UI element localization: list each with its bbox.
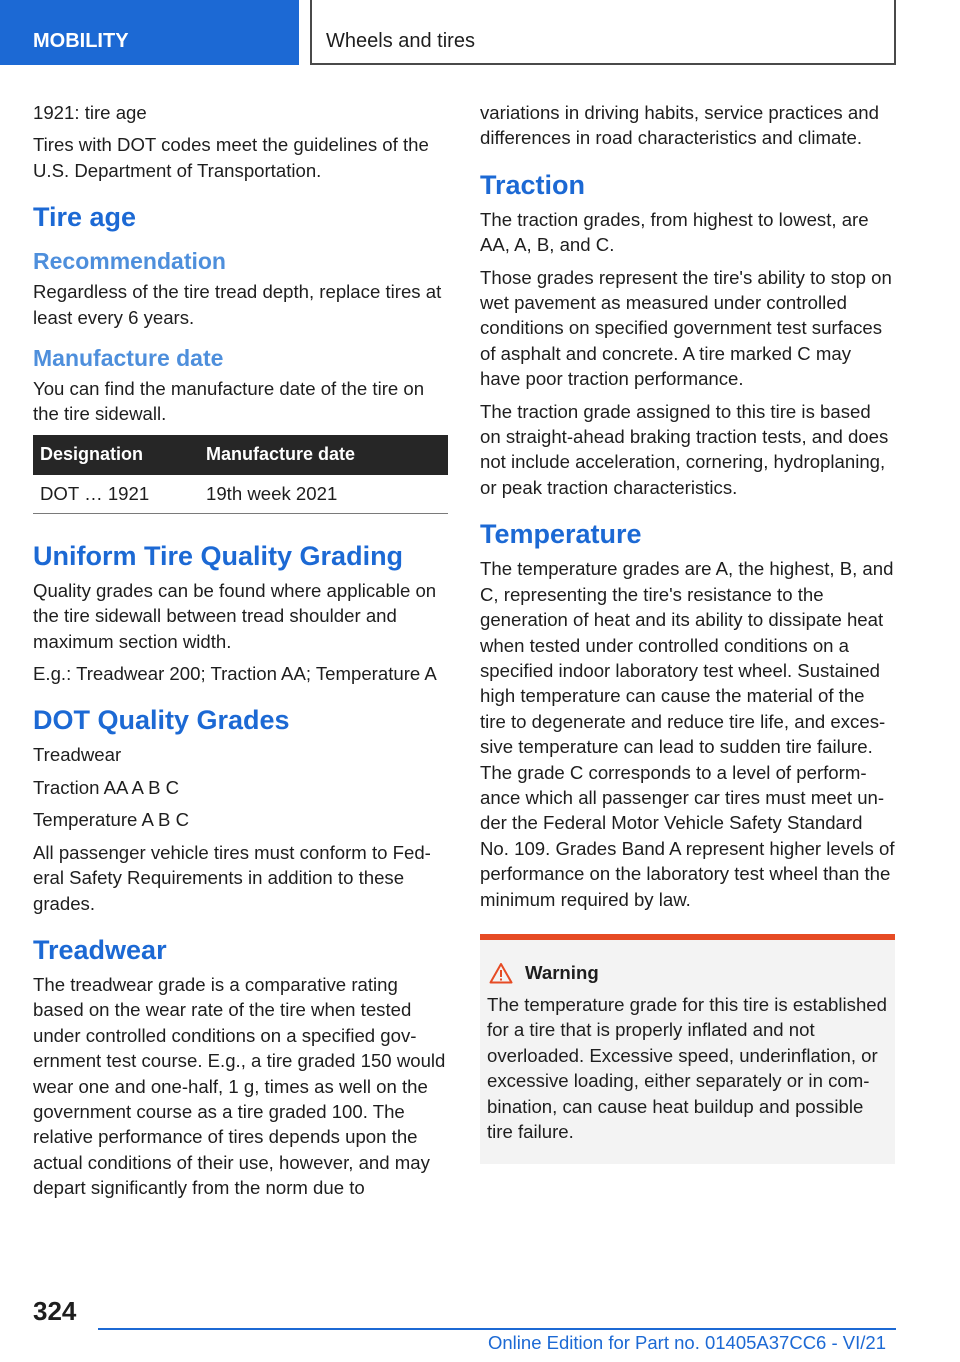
warning-title: Warning <box>525 961 599 983</box>
treadwear-paragraph: The treadwear grade is a comparative rating based on the wear rate of the tire when tested under controlled conditions on a specified government test course. E.g., a tire graded 150 would wear one and one-half, 1 g, times as well on the government course as a tire graded 100. The relative performance of tires depends upon the actual conditions of their use, however, and may depart significantly from the norm due to <box>33 973 446 1199</box>
manufacture-date-paragraph: You can find the manufacture date of the tire on the tire sidewall. <box>33 378 425 425</box>
temperature-paragraph: The temperature grades are A, the highest, B, and C, representing the tire's resistance to the generation of heat and its ability to dissipate heat when tested under controlled conditions on a specified indoor laboratory test wheel. Sustained high temperature can cause the material of the tire to degenerate and reduce tire life, and excessive temperature can lead to sudden tire failure. The grade C corresponds to a level of performance which all passenger car tires must meet under the Federal Motor Vehicle Safety Standard No. 109. Grades Band A represent higher levels of performance on the laboratory test wheel than the minimum required by law. <box>480 558 895 910</box>
footer-divider <box>98 1328 896 1330</box>
dot-temperature: Temperature A B C <box>33 809 190 831</box>
footer-edition: Online Edition for Part no. 01405A37CC6 - VI/21 <box>488 1332 886 1353</box>
section-title: Wheels and tires <box>310 0 896 65</box>
dot-treadwear: Treadwear <box>33 744 122 766</box>
warning-triangle-icon <box>489 962 513 984</box>
traction-paragraph-3: The traction grade assigned to this tire is based on straight-ahead braking traction tests, and does not include acceleration, cornering, hydroplaning, or peak traction characteristics. <box>480 400 889 498</box>
heading-temperature: Temperature <box>480 519 642 550</box>
warning-text: The temperature grade for this tire is established for a tire that is properly inflated and not overloaded. Excessive speed, underinflation, or excessive loading, either separately or in combination, can cause heat buildup and possible tire failure. <box>487 993 887 1142</box>
dot-codes-paragraph: Tires with DOT codes meet the guidelines of the U.S. Department of Transportation. <box>33 134 429 181</box>
page-number: 324 <box>33 1296 77 1326</box>
tire-age-code: 1921: tire age <box>33 102 147 123</box>
left-column <box>33 100 448 1208</box>
continued-paragraph: variations in driving habits, service practices and differences in road characteristics and climate. <box>480 102 879 149</box>
heading-tire-age: Tire age <box>33 202 137 233</box>
table-cell-designation: DOT … 1921 <box>33 475 199 514</box>
utqg-paragraph-1: Quality grades can be found where applicable on the tire sidewall between tread shoulder and maximum section width. <box>33 579 437 652</box>
table-header-designation: Designation <box>33 435 199 475</box>
table-header-manufacture-date: Manufacture date <box>199 435 448 475</box>
warning-box <box>480 934 895 1164</box>
traction-paragraph-1: The traction grades, from highest to lowest, are AA, A, B, and C. <box>480 208 869 256</box>
recommendation-paragraph: Regardless of the tire tread depth, replace tires at least every 6 years. <box>33 281 442 328</box>
heading-utqg: Uniform Tire Quality Grading <box>33 540 404 571</box>
heading-recommendation: Recommendation <box>33 248 226 275</box>
heading-traction: Traction <box>480 169 586 200</box>
right-column <box>480 100 895 1164</box>
dot-traction: Traction AA A B C <box>33 776 180 798</box>
table-row <box>33 475 448 514</box>
manufacture-date-table <box>33 435 448 514</box>
heading-treadwear: Treadwear <box>33 934 167 965</box>
chapter-tab[interactable]: MOBILITY <box>0 0 299 65</box>
utqg-paragraph-2: E.g.: Treadwear 200; Traction AA; Temperature A <box>33 663 437 685</box>
traction-paragraph-2: Those grades represent the tire's ability to stop on wet pavement as measured under controlled conditions on specified government test surfaces of asphalt and concrete. A tire marked C may have poor traction performance. <box>480 266 892 390</box>
heading-manufacture-date: Manufacture date <box>33 345 224 372</box>
table-cell-date: 19th week 2021 <box>199 475 448 514</box>
dot-requirements-paragraph: All passenger vehicle tires must conform to Federal Safety Requirements in addition to these grades. <box>33 841 431 914</box>
heading-dot-quality-grades: DOT Quality Grades <box>33 705 290 736</box>
warning-title-row <box>487 962 888 984</box>
